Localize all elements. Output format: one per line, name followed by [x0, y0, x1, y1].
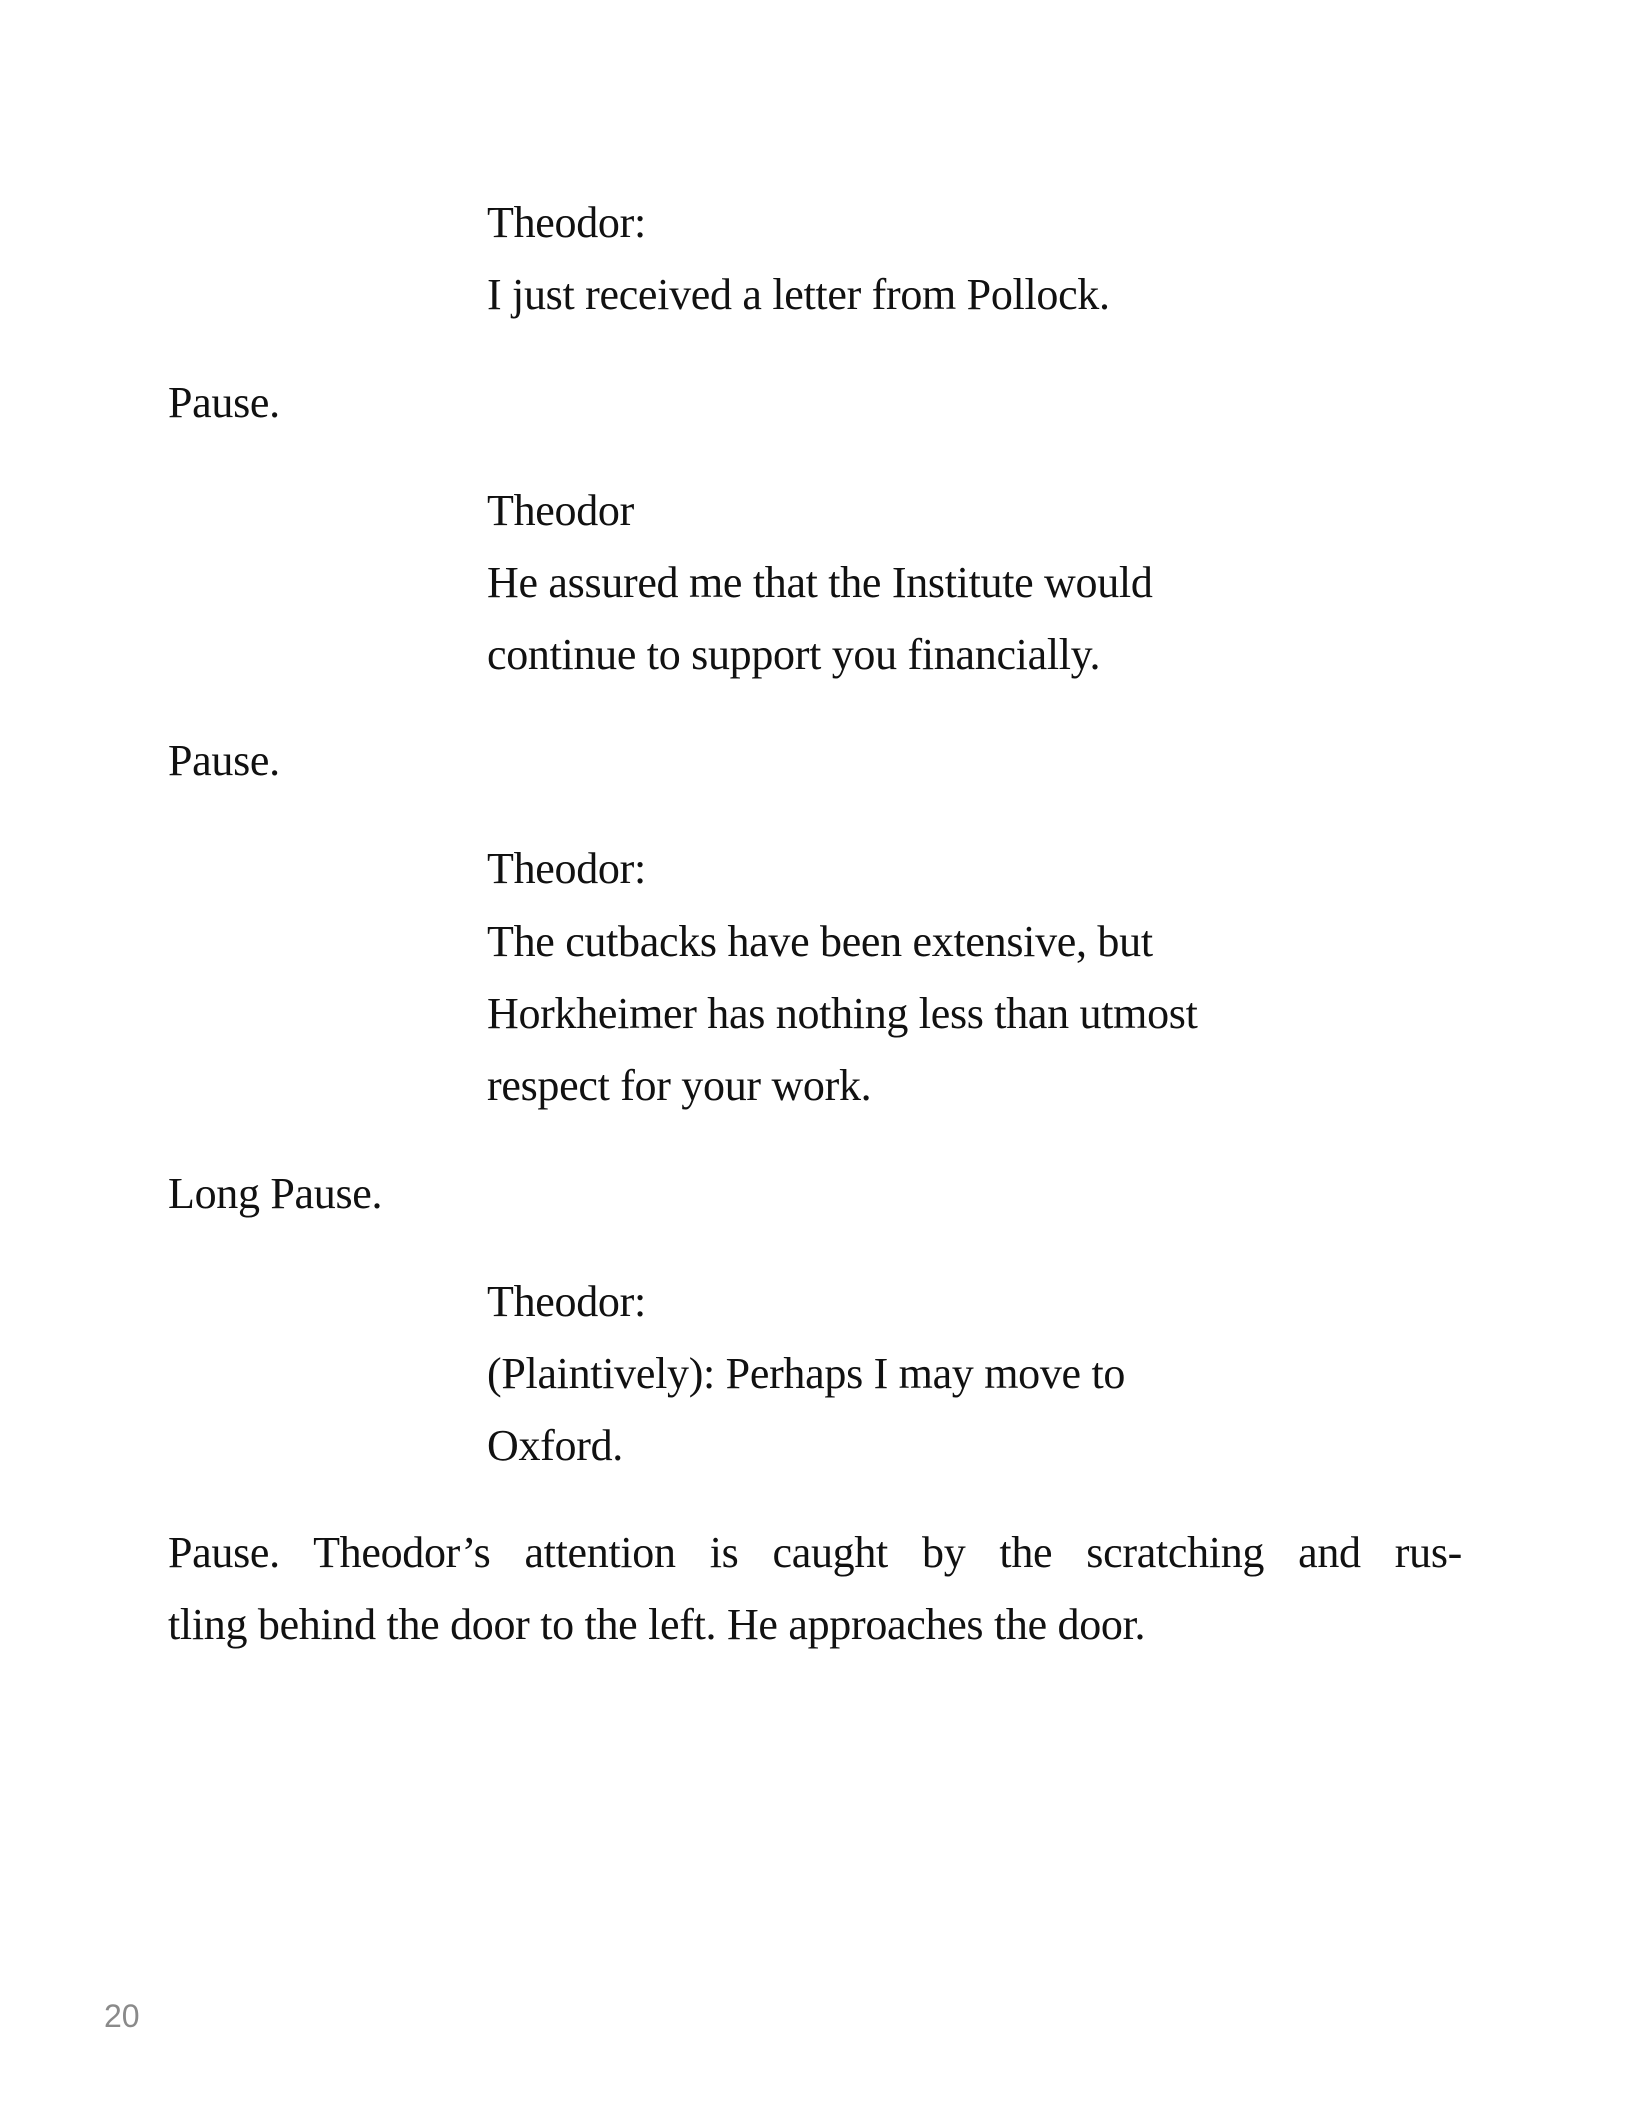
dialogue-line: respect for your work. — [487, 1061, 872, 1110]
dialogue-line: Horkheimer has nothing less than utmost — [487, 989, 1198, 1038]
stage-direction: tling behind the door to the left. He approaches the door. — [168, 1600, 1146, 1649]
speaker-name: Theodor: — [487, 198, 646, 247]
stage-direction: Pause. Theodor’s attention is caught by the scratching and rus- — [168, 1528, 1462, 1577]
speaker-name: Theodor: — [487, 1277, 646, 1326]
dialogue-line: continue to support you financially. — [487, 630, 1101, 679]
dialogue-line: I just received a letter from Pollock. — [487, 270, 1110, 319]
dialogue-line: He assured me that the Institute would — [487, 558, 1153, 607]
dialogue-line: The cutbacks have been extensive, but — [487, 917, 1153, 966]
page-number: 20 — [104, 1998, 140, 2034]
speaker-name: Theodor — [487, 486, 634, 535]
stage-direction: Long Pause. — [168, 1169, 383, 1218]
stage-direction: Pause. — [168, 736, 280, 785]
speaker-name: Theodor: — [487, 844, 646, 893]
dialogue-line: (Plaintively): Perhaps I may move to — [487, 1349, 1126, 1398]
dialogue-line: Oxford. — [487, 1421, 623, 1470]
stage-direction: Pause. — [168, 378, 280, 427]
